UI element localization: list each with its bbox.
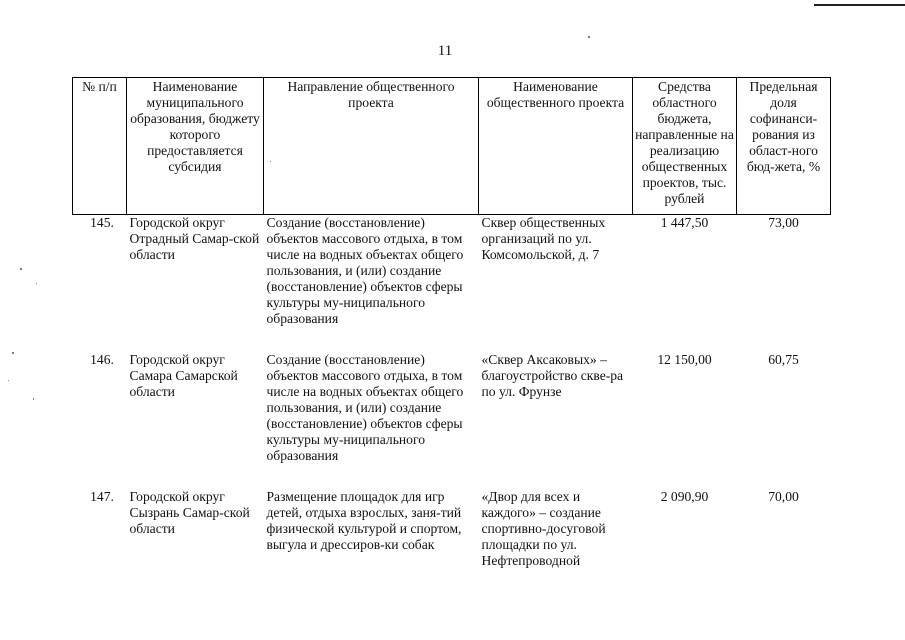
- header-project-name: Наименование общественного проекта: [479, 78, 633, 215]
- row-number: 147.: [90, 489, 114, 504]
- header-number: № п/п: [73, 78, 127, 215]
- table-header-row: [73, 78, 831, 215]
- table-row: [73, 352, 831, 489]
- row-number: 145.: [90, 215, 114, 230]
- row-direction: Создание (восстановление) объектов массового отдыха, в том числе на водных объектах общего пользования, и (или) создание (восстановление) объектов сферы культуры му-ниципального образования: [266, 352, 464, 463]
- row-amount: 2 090,90: [660, 489, 709, 504]
- scan-speck: [12, 352, 14, 354]
- row-share: 73,00: [768, 215, 799, 230]
- row-municipality: Городской округ Сызрань Самар-ской области: [129, 489, 250, 536]
- row-amount: 12 150,00: [657, 352, 712, 367]
- row-project: «Сквер Аксаковых» – благоустройство скве-ра по ул. Фрунзе: [481, 352, 624, 399]
- header-municipality: Наименование муниципального образования, бюджету которого предоставляется субсидия: [127, 78, 264, 215]
- row-share: 60,75: [768, 352, 799, 367]
- top-rule: [814, 4, 905, 6]
- row-municipality: Городской округ Отрадный Самар-ской области: [129, 215, 260, 262]
- row-number: 146.: [90, 352, 114, 367]
- row-amount: 1 447,50: [660, 215, 709, 230]
- header-amount: Средства областного бюджета, направленные на реализацию общественных проектов, тыс. рублей: [633, 78, 737, 215]
- table-row: [73, 215, 831, 353]
- scan-speck: [270, 161, 271, 162]
- scan-speck: [33, 398, 34, 400]
- subsidy-table: [72, 77, 831, 589]
- header-cofinancing-share: Предельная доля софинанси-рования из област-ного бюд-жета, %: [737, 78, 831, 215]
- row-project: «Двор для всех и каждого» – создание спортивно-досуговой площадки по ул. Нефтепроводной: [481, 489, 606, 568]
- row-direction: Создание (восстановление) объектов массового отдыха, в том числе на водных объектах общего пользования, и (или) создание (восстановление) объектов сферы культуры му-ниципального образования: [266, 215, 464, 326]
- row-share: 70,00: [768, 489, 799, 504]
- row-direction: Размещение площадок для игр детей, отдыха взрослых, заня-тий физической культурой и спортом, выгула и дрессиров-ки собак: [266, 489, 462, 552]
- row-project: Сквер общественных организаций по ул. Комсомольской, д. 7: [481, 215, 606, 262]
- scan-speck: [36, 283, 37, 284]
- page-number: 11: [437, 43, 453, 59]
- scan-speck: [588, 36, 590, 38]
- scan-speck: [20, 268, 22, 270]
- row-municipality: Городской округ Самара Самарской области: [129, 352, 238, 399]
- header-direction: Направление общественного проекта: [264, 78, 479, 215]
- scan-speck: [8, 380, 9, 381]
- table-row: [73, 489, 831, 589]
